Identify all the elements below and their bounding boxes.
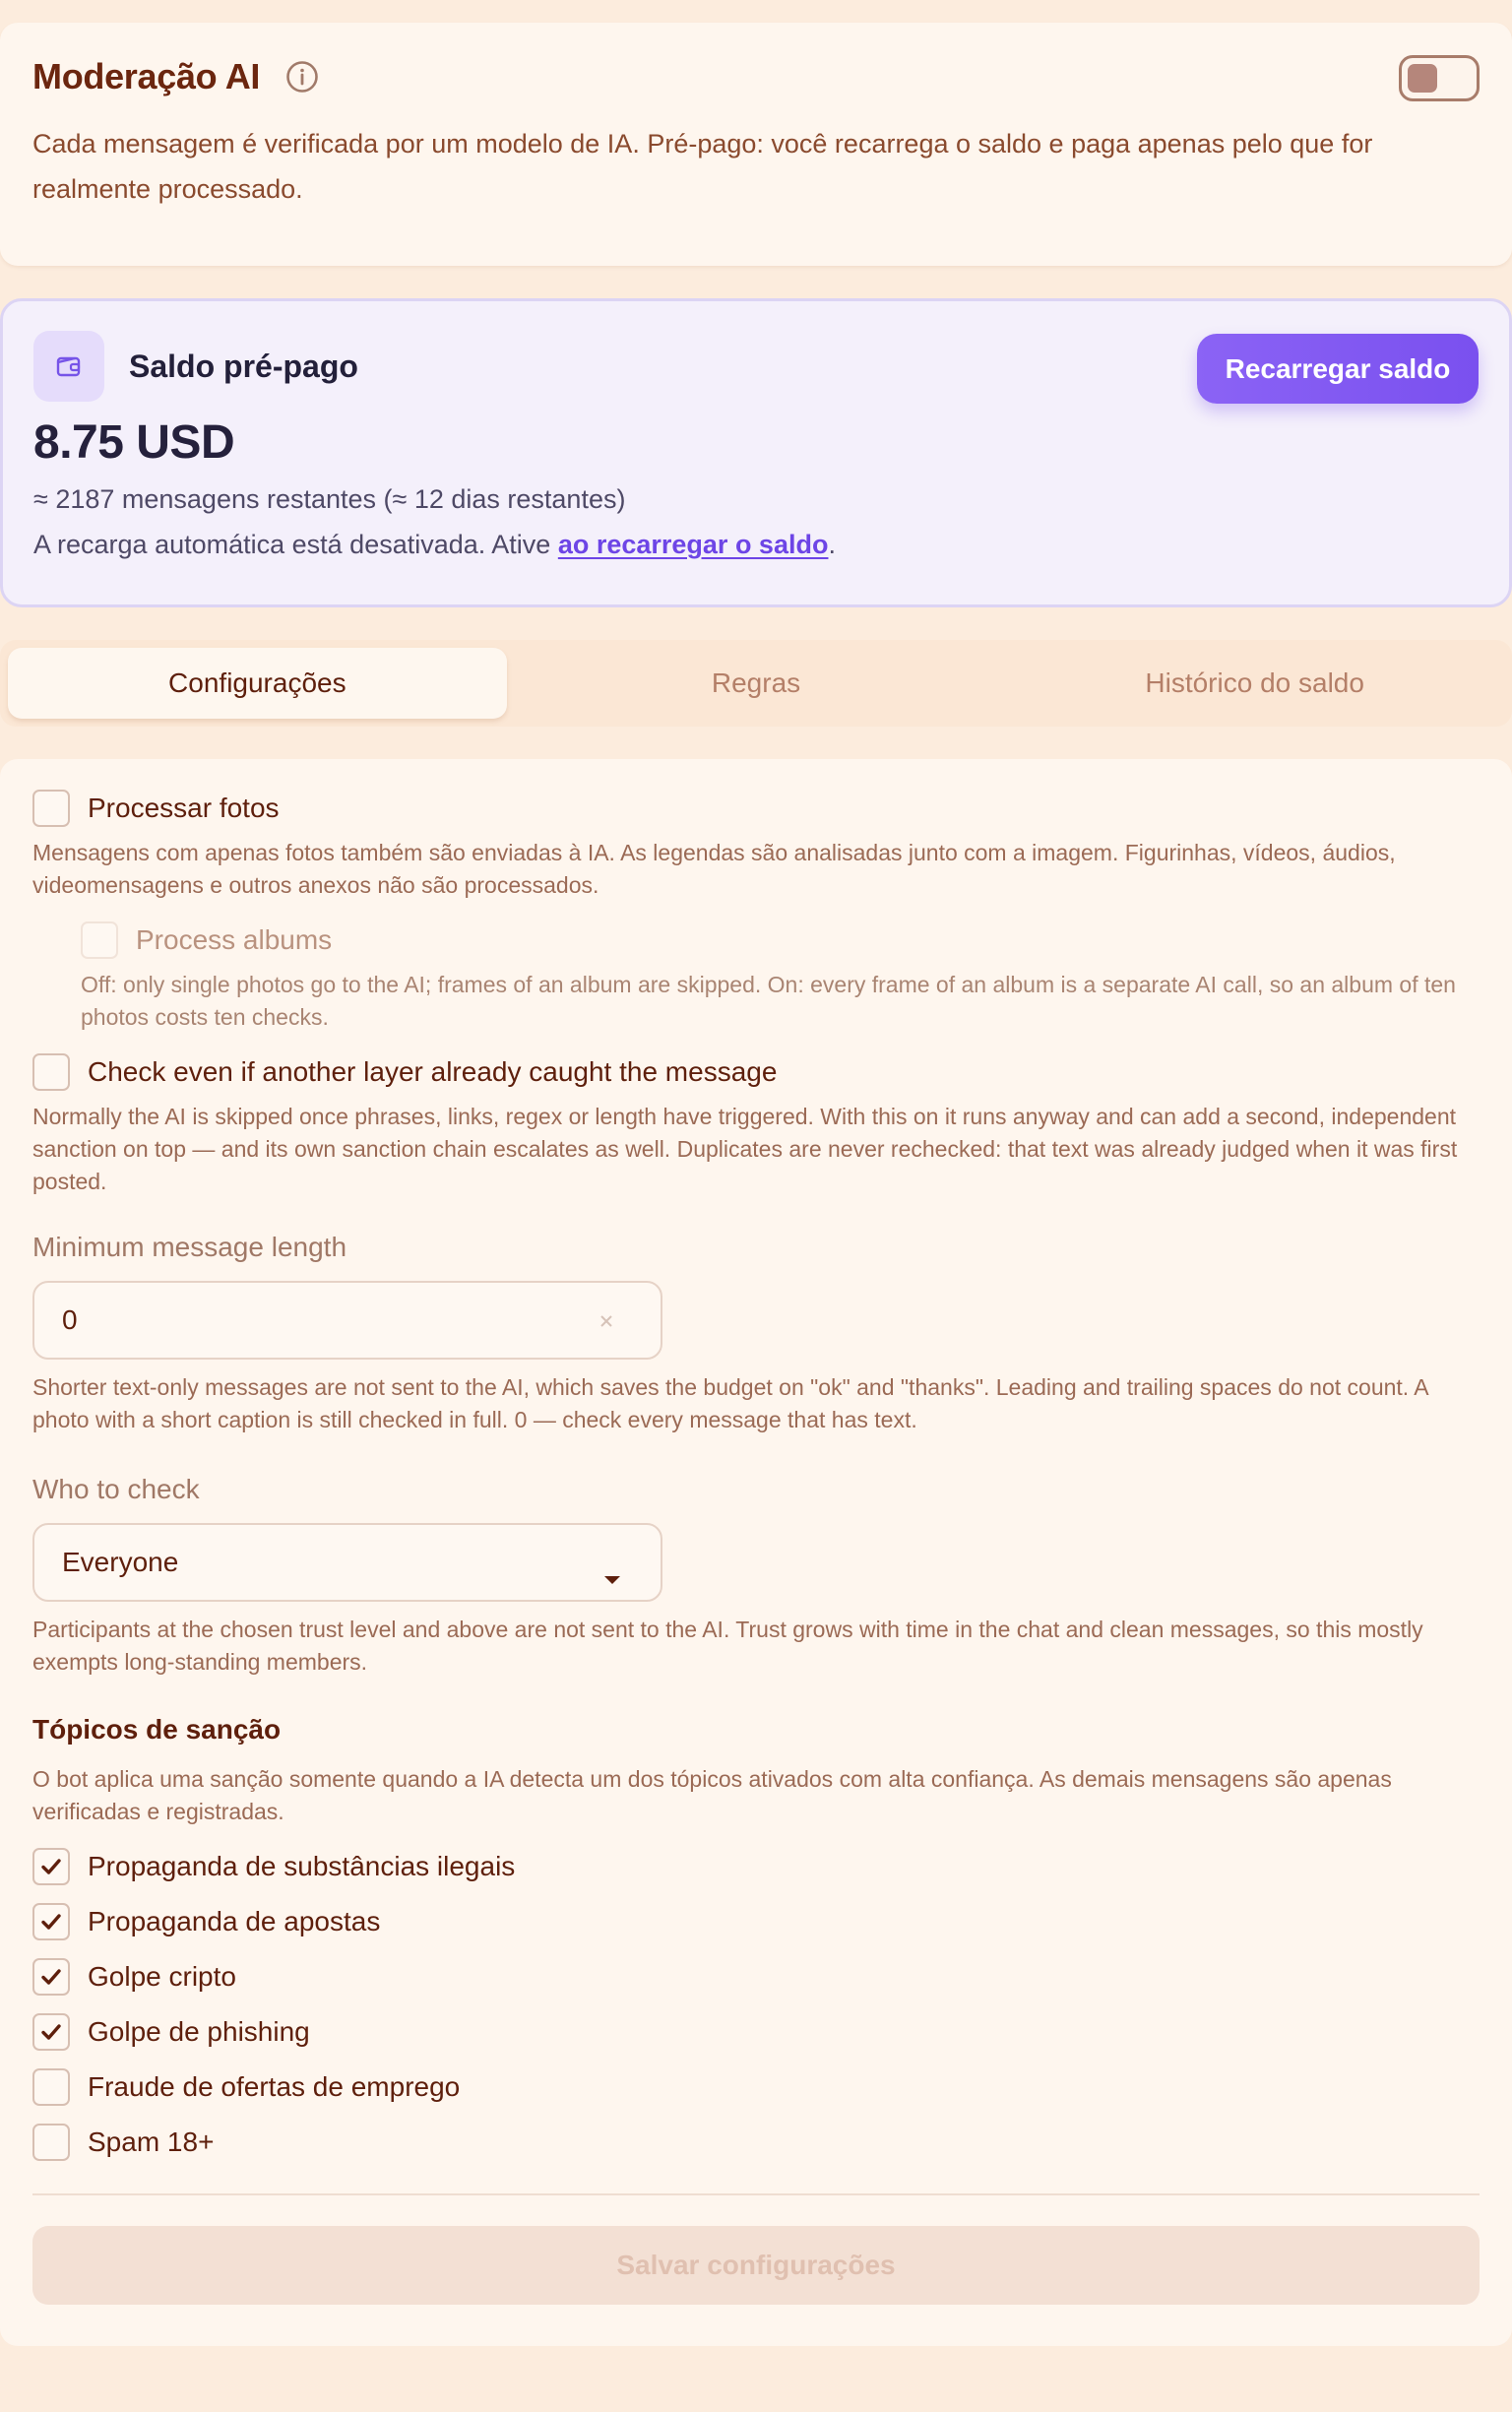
topic-option[interactable] (32, 1903, 1480, 1940)
topic-checkbox[interactable] (32, 1848, 70, 1885)
topic-option[interactable] (32, 2013, 1480, 2051)
process-photos-help: Mensagens com apenas fotos também são enviadas à IA. As legendas são analisadas junto com a imagem. Figurinhas, vídeos, áudios, videomensagens e outros anexos não são processados. (32, 840, 1396, 898)
sanction-topics-title: Tópicos de sanção (32, 1714, 282, 1745)
process-albums-option (81, 921, 1480, 959)
topic-label: Propaganda de apostas (88, 1906, 381, 1936)
topic-checkbox[interactable] (32, 2013, 70, 2051)
process-albums-help: Off: only single photos go to the AI; frames of an album are skipped. On: every frame of an album is a separate AI call, so an album of ten photos costs ten checks. (81, 972, 1456, 1030)
process-photos-label: Processar fotos (88, 793, 280, 823)
toggle-knob (1408, 64, 1437, 93)
checkmark-icon (38, 1909, 64, 1935)
topic-checkbox[interactable] (32, 1958, 70, 1996)
check-other-layer-checkbox[interactable] (32, 1053, 70, 1091)
min-length-label: Minimum message length (32, 1232, 347, 1262)
clear-icon[interactable] (592, 1306, 621, 1336)
auto-recharge-end: . (828, 530, 836, 559)
who-to-check-value: Everyone (62, 1547, 179, 1577)
check-other-layer-option[interactable] (32, 1053, 1480, 1091)
topic-label: Propaganda de substâncias ilegais (88, 1851, 516, 1881)
topic-label: Golpe cripto (88, 1961, 236, 1992)
min-length-help: Shorter text-only messages are not sent to the AI, which saves the budget on "ok" and "thanks". Leading and trailing spaces do not count. A photo with a short caption is still checked in full. 0 — check every message that has text. (32, 1374, 1428, 1432)
moderation-toggle[interactable] (1399, 55, 1480, 101)
auto-recharge-link[interactable]: ao recarregar o saldo (557, 530, 829, 559)
checkmark-icon (38, 2019, 64, 2045)
topic-option[interactable] (32, 1958, 1480, 1996)
checkmark-icon (38, 1854, 64, 1879)
sanction-topics-list (32, 1848, 1480, 2161)
topic-checkbox[interactable] (32, 2124, 70, 2161)
check-other-layer-help: Normally the AI is skipped once phrases, links, regex or length have triggered. With this on it runs anyway and can add a second, independent sanction on top — and its own sanction chain escalates as well. Duplicates are never rechecked: that text was already judged when it was first posted. (32, 1104, 1458, 1194)
auto-recharge-text: A recarga automática está desativada. Ative (33, 530, 558, 559)
chevron-down-icon (603, 1560, 621, 1570)
auto-recharge-note (33, 525, 1479, 564)
page-title: Moderação AI (32, 56, 261, 96)
process-photos-option[interactable] (32, 790, 1480, 827)
min-length-value: 0 (62, 1304, 78, 1335)
process-albums-checkbox (81, 921, 118, 959)
balance-amount: 8.75 USD (33, 416, 235, 469)
who-to-check-label: Who to check (32, 1474, 200, 1504)
checkmark-icon (38, 1964, 64, 1990)
check-other-layer-label: Check even if another layer already caught the message (88, 1056, 778, 1087)
tab-bar (0, 640, 1512, 727)
process-photos-checkbox[interactable] (32, 790, 70, 827)
min-length-input[interactable] (32, 1281, 662, 1360)
who-to-check-help: Participants at the chosen trust level and above are not sent to the AI. Trust grows with time in the chat and clean messages, so this mostly exempts long-standing members. (32, 1617, 1423, 1675)
tab-rules[interactable]: Regras (711, 667, 801, 698)
topic-checkbox[interactable] (32, 2068, 70, 2106)
header-description: Cada mensagem é verificada por um modelo de IA. Pré-pago: você recarrega o saldo e paga apenas pelo que for realmente processado. (32, 129, 1373, 204)
tab-balance-history[interactable]: Histórico do saldo (1145, 667, 1364, 698)
sanction-topics-help: O bot aplica uma sanção somente quando a IA detecta um dos tópicos ativados com alta confiança. As demais mensagens são apenas verificadas e registradas. (32, 1766, 1392, 1824)
divider (32, 2193, 1480, 2195)
info-icon[interactable] (285, 60, 319, 94)
messages-remaining: ≈ 2187 mensagens restantes (≈ 12 dias restantes) (33, 484, 626, 514)
moderation-header-card (0, 23, 1512, 266)
process-albums-label: Process albums (136, 924, 333, 955)
topic-option[interactable] (32, 1848, 1480, 1885)
topic-option[interactable] (32, 2124, 1480, 2161)
balance-title: Saldo pré-pago (129, 348, 358, 384)
recharge-balance-button[interactable]: Recarregar saldo (1197, 334, 1479, 404)
who-to-check-select[interactable] (32, 1523, 662, 1602)
topic-option[interactable] (32, 2068, 1480, 2106)
balance-card (0, 298, 1512, 607)
wallet-icon (33, 331, 104, 402)
tab-settings[interactable]: Configurações (8, 648, 507, 719)
save-settings-button[interactable]: Salvar configurações (32, 2226, 1480, 2305)
topic-label: Spam 18+ (88, 2126, 215, 2157)
topic-checkbox[interactable] (32, 1903, 70, 1940)
settings-card (0, 759, 1512, 2346)
topic-label: Fraude de ofertas de emprego (88, 2071, 461, 2102)
topic-label: Golpe de phishing (88, 2016, 310, 2047)
